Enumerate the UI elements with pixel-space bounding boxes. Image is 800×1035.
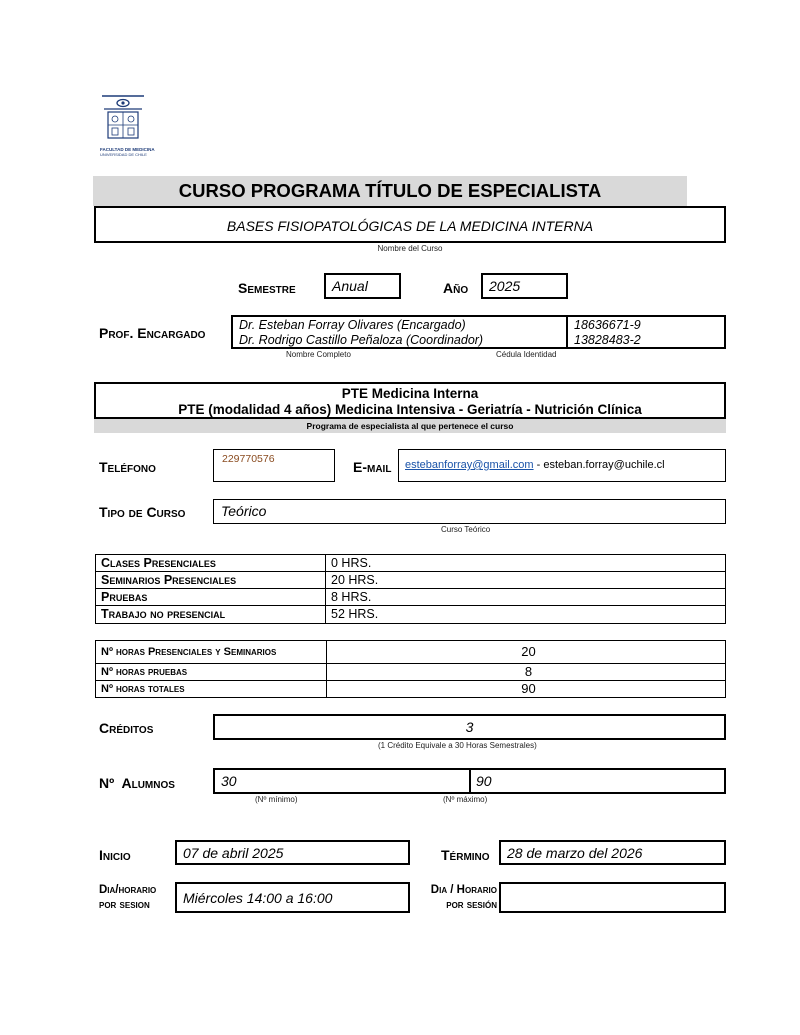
course-name-box (94, 206, 726, 243)
email-label: E-mail (353, 459, 392, 475)
professor-name-2: Dr. Rodrigo Castillo Peñaloza (Coordinador) (239, 333, 484, 347)
professor-names-box (231, 315, 568, 349)
schedule-field (175, 882, 410, 913)
phone-value: 229770576 (222, 453, 275, 465)
program-box (94, 382, 726, 419)
students-min-caption: (Nº mínimo) (255, 795, 298, 804)
schedule-label-2 (417, 883, 497, 913)
totals-row-value: 90 (326, 680, 726, 698)
faculty-logo (100, 94, 155, 160)
course-type-label: Tipo de Curso (99, 504, 186, 520)
hours-row-label: Pruebas (95, 588, 326, 606)
program-caption: Programa de especialista al que pertenece el curso (94, 419, 726, 433)
semester-value: Anual (332, 278, 368, 294)
hours-row-label: Seminarios Presenciales (95, 571, 326, 589)
professor-ids-box (566, 315, 726, 349)
email-link[interactable]: estebanforray@gmail.com (405, 459, 534, 471)
start-value: 07 de abril 2025 (183, 845, 284, 861)
end-value: 28 de marzo del 2026 (507, 845, 643, 861)
schedule-label-1a: Dia/horario (99, 884, 157, 896)
schedule-field-2 (499, 882, 726, 913)
schedule-label-1 (99, 883, 156, 913)
hours-row-label: Trabajo no presencial (95, 605, 326, 624)
logo-text-2: UNIVERSIDAD DE CHILE (100, 152, 147, 157)
students-label: Nº Alumnos (99, 775, 175, 791)
students-min-field (213, 768, 471, 794)
logo-text-1: FACULTAD DE MEDICINA (100, 147, 155, 152)
course-name: BASES FISIOPATOLÓGICAS DE LA MEDICINA INTERNA (226, 218, 594, 234)
semester-field (324, 273, 401, 299)
course-type-caption: Curso Teórico (441, 525, 491, 534)
end-label: Término (441, 847, 490, 863)
email-secondary: - esteban.forray@uchile.cl (533, 459, 665, 471)
professor-id-2: 13828483-2 (574, 333, 641, 347)
schedule-label-2b: por sesión (446, 899, 497, 911)
professor-id-caption: Cédula Identidad (496, 350, 557, 359)
course-type-value: Teórico (221, 503, 267, 519)
students-max-value: 90 (476, 773, 492, 789)
crest-icon (100, 94, 146, 142)
students-min-value: 30 (221, 773, 237, 789)
professor-label: Prof. Encargado (99, 325, 206, 341)
hours-row-label: Clases Presenciales (95, 554, 326, 572)
start-label: Inicio (99, 847, 131, 863)
year-value: 2025 (489, 278, 521, 294)
schedule-label-1b: por sesion (99, 899, 150, 911)
phone-field (213, 449, 335, 482)
program-line-1: PTE Medicina Interna (341, 386, 479, 401)
students-max-field (469, 768, 726, 794)
totals-row-value: 8 (326, 663, 726, 681)
credits-field (213, 714, 726, 740)
professor-name-1: Dr. Esteban Forray Olivares (Encargado) (239, 318, 466, 332)
totals-row-label: Nº horas pruebas (95, 663, 327, 681)
semester-label: Semestre (238, 280, 296, 296)
hours-row-value: 52 HRS. (325, 605, 726, 624)
course-type-field (213, 499, 726, 524)
hours-row-value: 20 HRS. (325, 571, 726, 589)
year-label: Año (443, 280, 469, 296)
students-max-caption: (Nº máximo) (443, 795, 488, 804)
program-line-2: PTE (modalidad 4 años) Medicina Intensiva - Geriatría - Nutrición Clínica (178, 402, 642, 417)
year-field (481, 273, 568, 299)
schedule-value: Miércoles 14:00 a 16:00 (183, 890, 333, 906)
professor-name-caption: Nombre Completo (286, 350, 351, 359)
professor-id-1: 18636671-9 (574, 318, 641, 332)
schedule-label-2a: Dia / Horario (430, 884, 497, 896)
page-title: CURSO PROGRAMA TÍTULO DE ESPECIALISTA (178, 180, 602, 201)
totals-row-label: Nº horas Presenciales y Seminarios (95, 640, 327, 664)
course-name-caption: Nombre del Curso (377, 244, 443, 253)
end-field (499, 840, 726, 865)
hours-row-value: 8 HRS. (325, 588, 726, 606)
credits-caption: (1 Crédito Equivale a 30 Horas Semestrales) (378, 741, 537, 750)
start-field (175, 840, 410, 865)
phone-label: Teléfono (99, 459, 156, 475)
totals-row-value: 20 (326, 640, 726, 664)
credits-label: Créditos (99, 720, 154, 736)
hours-row-value: 0 HRS. (325, 554, 726, 572)
totals-row-label: Nº horas totales (95, 680, 327, 698)
credits-value: 3 (465, 719, 474, 735)
email-field (398, 449, 726, 482)
